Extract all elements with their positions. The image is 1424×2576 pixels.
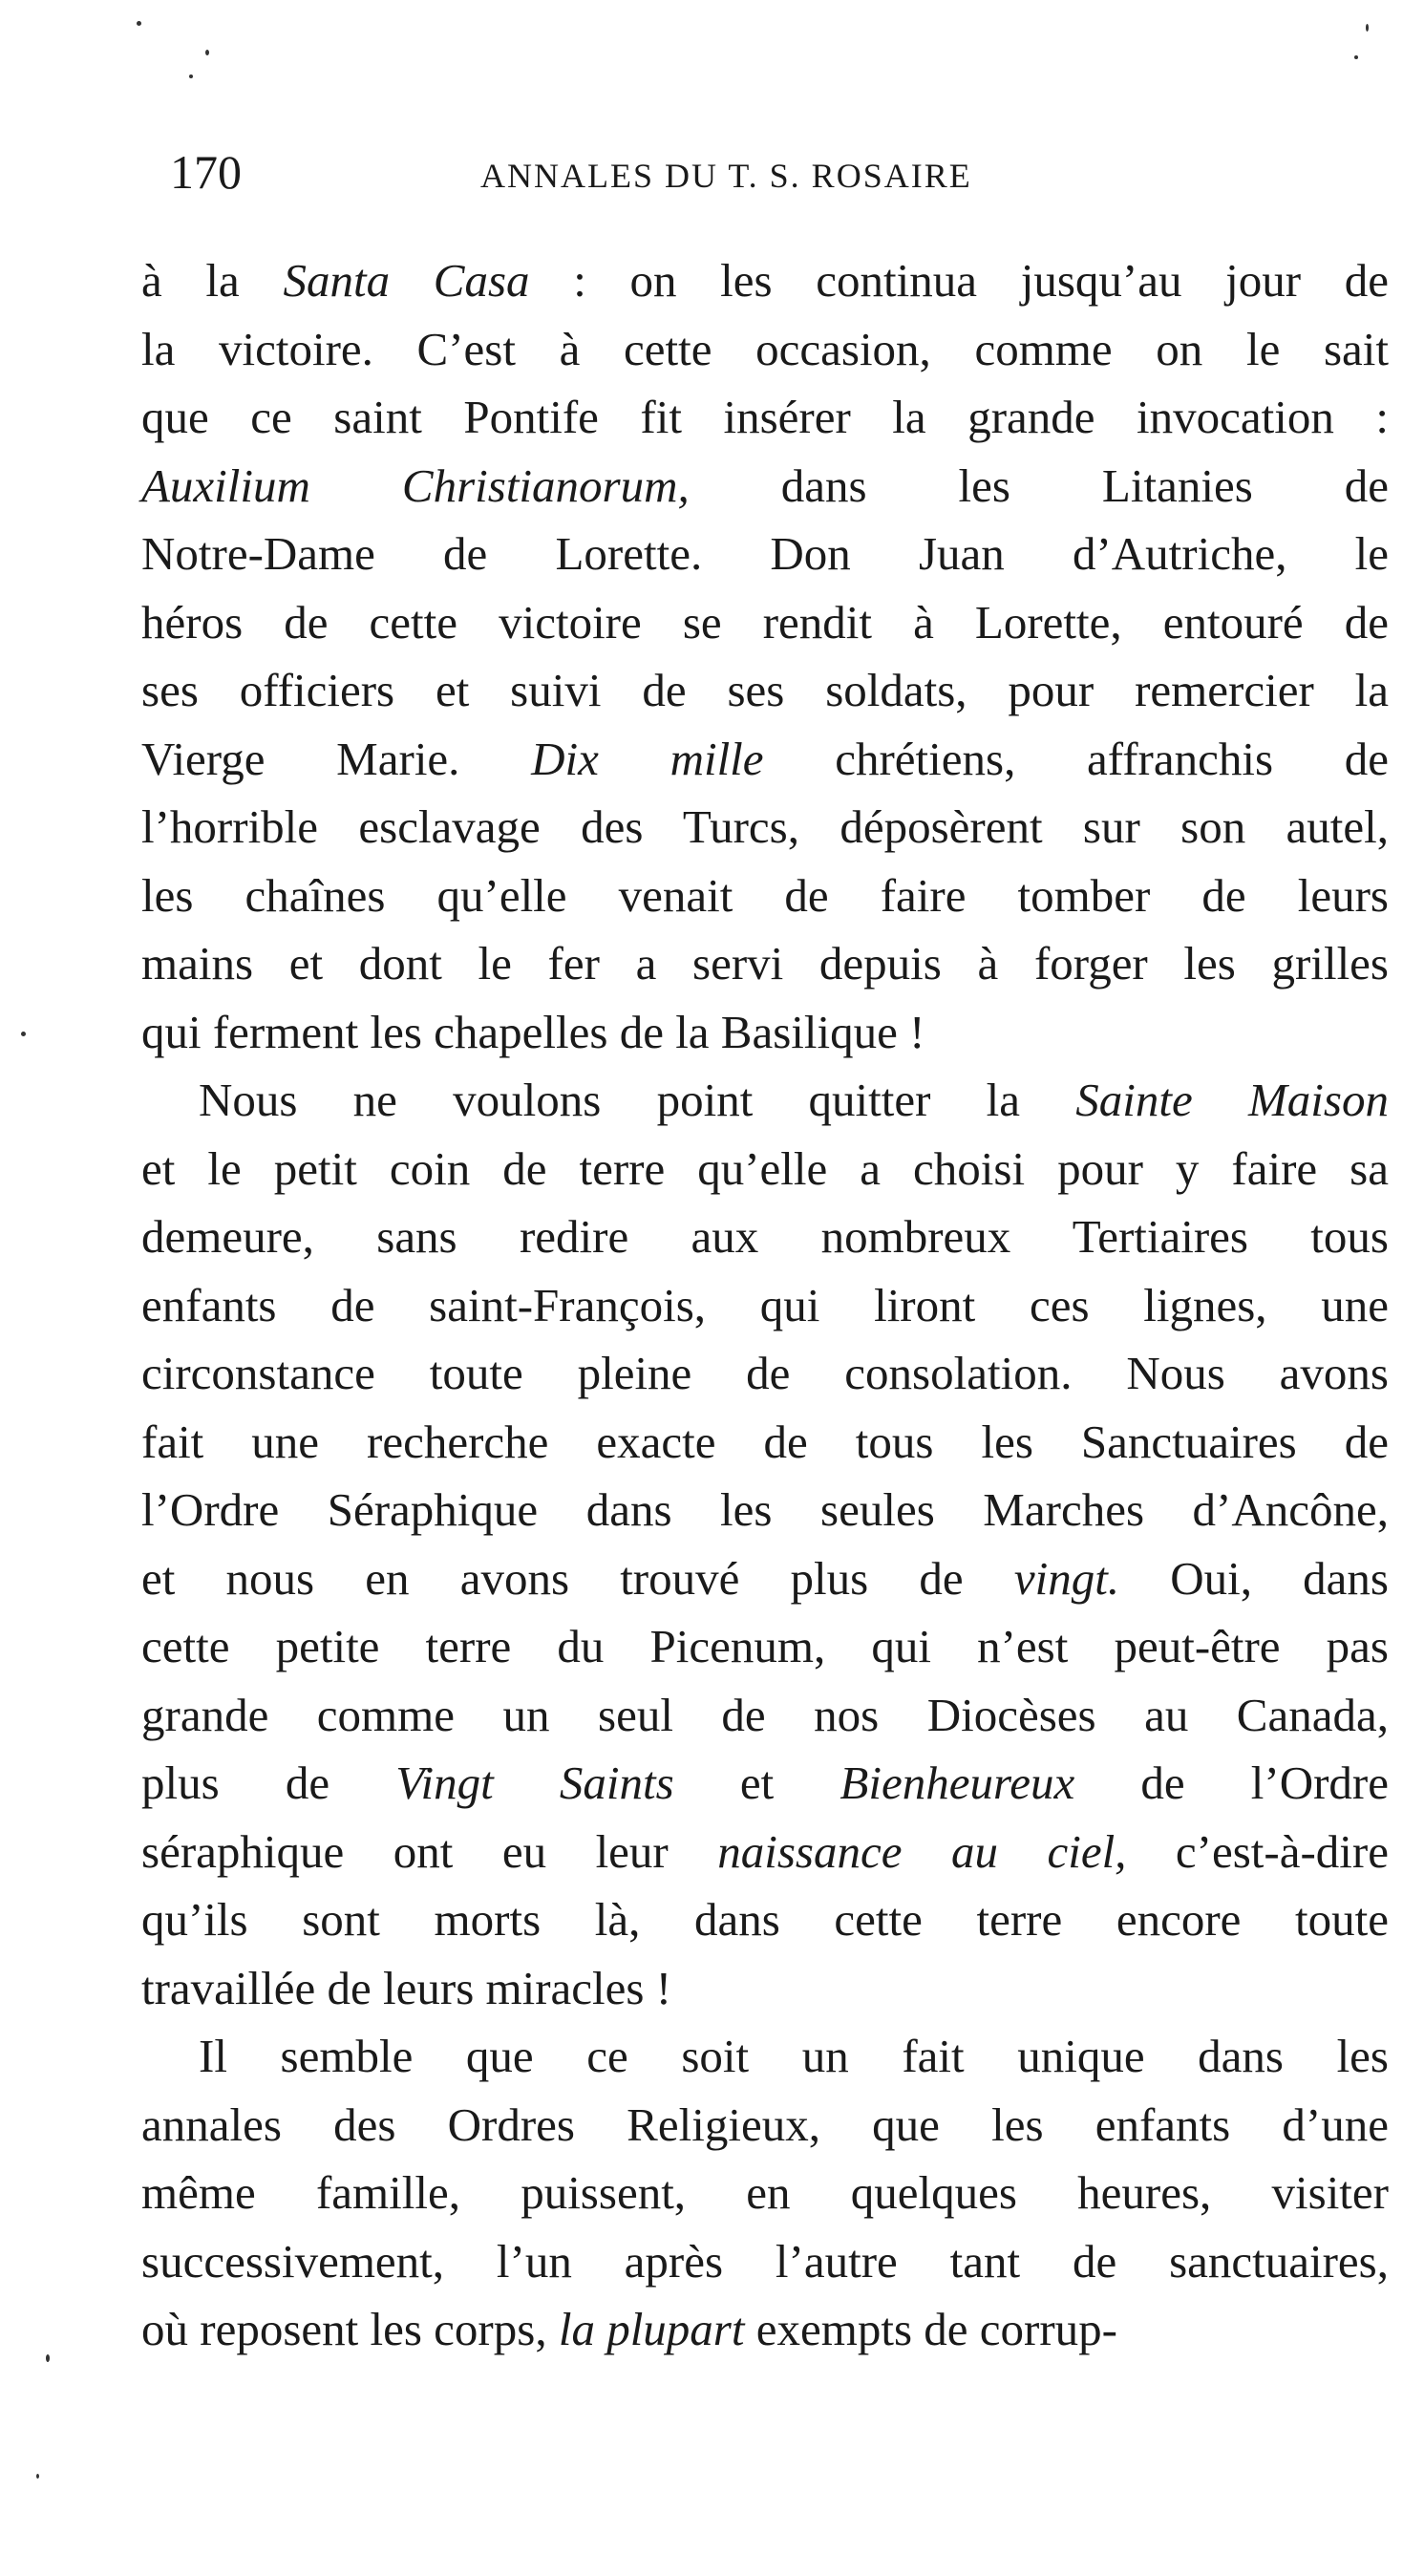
text-run: c’est-à-dire: [1126, 1824, 1389, 1878]
text-line: [141, 1339, 1389, 1408]
text-run: et nous en avons trouvé plus de: [141, 1551, 1014, 1605]
text-run: Nous ne voulons point quitter la: [199, 1074, 1076, 1126]
scan-speck: [189, 75, 193, 78]
text-run: héros de cette victoire se rendit à Lorette, entouré de: [141, 595, 1389, 649]
text-run: où reposent les corps,: [141, 2303, 559, 2355]
scan-speck: [137, 21, 141, 26]
text-line: [141, 656, 1389, 725]
scan-speck: [1366, 24, 1369, 32]
text-line: [141, 862, 1389, 930]
text-run: Il semble que ce soit un fait unique dans les: [199, 2030, 1389, 2082]
text-run: exempts de corrup-: [744, 2303, 1117, 2355]
text-line: [141, 1818, 1389, 1886]
text-line: [141, 1271, 1389, 1340]
scan-speck: [46, 2354, 50, 2362]
body-text: [141, 246, 1389, 2364]
italic-text: Bienheureux: [840, 1756, 1075, 1809]
italic-text: Dix mille: [531, 732, 764, 785]
page-header: [170, 143, 1383, 210]
text-run: ses officiers et suivi de ses soldats, pour remercier la: [141, 664, 1389, 716]
text-run: Oui, dans: [1119, 1551, 1389, 1605]
text-line: [141, 2159, 1389, 2227]
text-line: [141, 1954, 1389, 2023]
text-line: [141, 2295, 1389, 2364]
text-line: [141, 1681, 1389, 1750]
scan-speck: [205, 50, 209, 55]
text-run: fait une recherche exacte de tous les Sanctuaires de: [141, 1415, 1389, 1468]
text-run: de l’Ordre: [1074, 1756, 1389, 1809]
italic-text: Sainte Maison: [1075, 1074, 1389, 1126]
italic-text: naissance au ciel,: [717, 1824, 1127, 1878]
italic-text: la plupart: [558, 2303, 745, 2355]
text-run: annales des Ordres Religieux, que les enfants d’une: [141, 2097, 1389, 2151]
text-line: [141, 1476, 1389, 1544]
text-line: [141, 1544, 1389, 1613]
scan-speck: [21, 1032, 26, 1036]
text-run: circonstance toute pleine de consolation. Nous avons: [141, 1347, 1389, 1399]
text-line: [141, 1203, 1389, 1271]
text-run: demeure, sans redire aux nombreux Tertiaires tous: [141, 1210, 1389, 1263]
text-line: [141, 1749, 1389, 1818]
text-line: [141, 1885, 1389, 1954]
text-line: [141, 1135, 1389, 1203]
text-run: Notre-Dame de Lorette. Don Juan d’Autriche, le: [141, 527, 1389, 580]
text-run: les chaînes qu’elle venait de faire tomber de leurs: [141, 868, 1389, 922]
italic-text: Auxilium Christianorum,: [141, 458, 690, 512]
text-run: grande comme un seul de nos Diocèses au Canada,: [141, 1688, 1389, 1741]
text-run: qui ferment les chapelles de la Basilique !: [141, 1005, 925, 1058]
text-run: chrétiens, affranchis de: [763, 732, 1389, 785]
text-run: enfants de saint-François, qui liront ces lignes, une: [141, 1278, 1389, 1331]
text-run: Vierge Marie.: [141, 732, 532, 785]
text-run: : on les continua jusqu’au jour de: [529, 254, 1389, 307]
text-run: l’Ordre Séraphique dans les seules Marches d’Ancône,: [141, 1483, 1389, 1536]
text-run: qu’ils sont morts là, dans cette terre encore toute: [141, 1893, 1389, 1946]
text-line: [141, 2091, 1389, 2160]
text-line: [141, 725, 1389, 794]
scan-speck: [1354, 55, 1358, 59]
text-line: [141, 246, 1389, 315]
text-run: même famille, puissent, en quelques heures, visiter: [141, 2166, 1389, 2219]
text-run: la victoire. C’est à cette occasion, comme on le sait: [141, 322, 1389, 375]
text-line: [141, 1612, 1389, 1681]
text-line: [141, 1408, 1389, 1477]
text-line: [141, 2227, 1389, 2296]
text-run: cette petite terre du Picenum, qui n’est peut-être pas: [141, 1620, 1389, 1672]
text-line: [141, 1066, 1389, 1135]
text-line: [141, 588, 1389, 657]
text-run: et: [673, 1756, 840, 1809]
text-run: plus de: [141, 1756, 396, 1809]
text-line: [141, 929, 1389, 998]
text-run: à la: [141, 254, 284, 307]
text-line: [141, 998, 1389, 1067]
text-run: l’horrible esclavage des Turcs, déposèrent sur son autel,: [141, 800, 1389, 853]
text-run: mains et dont le fer a servi depuis à forger les grilles: [141, 937, 1389, 990]
text-run: et le petit coin de terre qu’elle a choisi pour y faire sa: [141, 1141, 1389, 1195]
text-run: successivement, l’un après l’autre tant de sanctuaires,: [141, 2234, 1389, 2288]
text-run: dans les Litanies de: [689, 458, 1389, 512]
text-line: [141, 793, 1389, 862]
text-run: travaillée de leurs miracles !: [141, 1961, 672, 2014]
text-line: [141, 452, 1389, 521]
text-line: [141, 520, 1389, 588]
italic-text: Santa Casa: [283, 254, 530, 307]
text-line: [141, 2022, 1389, 2091]
italic-text: Vingt Saints: [395, 1756, 674, 1809]
scan-speck: [36, 2474, 39, 2479]
text-line: [141, 315, 1389, 384]
running-title: ANNALES DU T. S. ROSAIRE: [480, 157, 972, 195]
text-run: séraphique ont eu leur: [141, 1824, 718, 1878]
text-line: [141, 383, 1389, 452]
text-run: que ce saint Pontife fit insérer la grande invocation :: [141, 391, 1389, 443]
italic-text: vingt.: [1013, 1551, 1120, 1605]
page-number: 170: [170, 145, 242, 199]
